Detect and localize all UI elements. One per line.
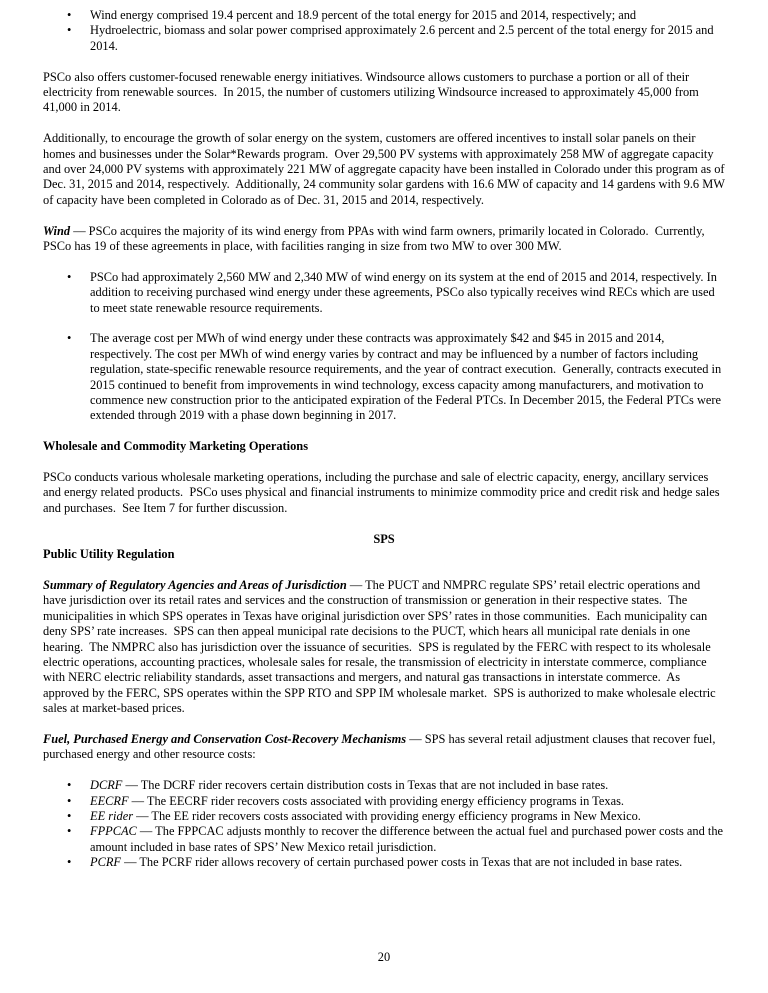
document-body: [43, 8, 728, 871]
section-heading: Wholesale and Commodity Marketing Operations: [43, 439, 309, 454]
bullet-text: DCRF — The DCRF rider recovers certain distribution costs in Texas that are not included in base rates.: [90, 778, 609, 793]
bullet-item: [43, 331, 725, 423]
paragraph: PSCo also offers customer-focused renewable energy initiatives. Windsource allows customers to purchase a portion or all of their electricity from renewable sources. In 2015, the number of customers utilizing Windsource increased to approximately 45,000 from 41,000 in 2014.: [43, 69, 702, 115]
bullet-text: PSCo had approximately 2,560 MW and 2,340 MW of wind energy on its system at the end of 2015 and 2014, respectively. In addition to receiving purchased wind energy under these agreements, PSCo also typically receives wind RECs which are used to meet state renewable resource requirements.: [90, 269, 721, 315]
bullet-item: [43, 23, 725, 54]
bullet-text: The average cost per MWh of wind energy under these contracts was approximately $42 and $45 in 2015 and 2014, respectively. The cost per MWh of wind energy varies by contract and may be influenced by a number of factors including regulation, state-specific renewable resource requirements, and the year of contract execution. Generally, contracts executed in 2015 continued to benefit from improvements in wind technology, excess capacity among manufacturers, and motivation to commence new construction prior to the anticipated expiration of the Federal PTCs. In December 2015, the Federal PTCs were extended through 2019 with a phase down beginning in 2017.: [90, 331, 725, 423]
section-heading: SPS: [373, 531, 395, 546]
bullet-marker-icon: •: [67, 778, 72, 793]
paragraph-lead: Fuel, Purchased Energy and Conservation Cost-Recovery Mechanisms: [43, 731, 407, 746]
bullet-item: [43, 794, 725, 809]
bullet-marker-icon: •: [67, 808, 72, 823]
bullet-marker-icon: •: [67, 8, 72, 22]
bullet-lead: FPPCAC: [90, 824, 137, 839]
bullet-item: [43, 824, 725, 855]
page-number: 20: [377, 949, 391, 964]
bullet-text: EE rider — The EE rider recovers costs associated with providing energy efficiency programs in New Mexico.: [90, 808, 641, 823]
bullet-lead: EECRF: [90, 793, 129, 808]
bullet-item: [43, 8, 725, 23]
bullet-marker-icon: •: [67, 23, 72, 38]
bullet-text: FPPCAC — The FPPCAC adjusts monthly to recover the difference between the actual fuel and purchased power costs and the amount included in base rates of SPS’ New Mexico retail jurisdiction.: [90, 824, 727, 854]
bullet-list: [43, 778, 725, 870]
paragraph: Additionally, to encourage the growth of solar energy on the system, customers are offered incentives to install solar panels on their homes and businesses under the Solar*Rewards program. Over 29,500 PV systems with approximately 258 MW of aggregate capacity and over 24,000 PV systems with approximately 221 MW of aggregate capacity have been installed in Colorado under this program as of Dec. 31, 2015 and 2014, respectively. Additionally, 24 community solar gardens with 16.6 MW of capacity and 14 gardens with 9.6 MW of capacity have been completed in Colorado as of Dec. 31, 2015 and 2014, respectively.: [43, 131, 728, 207]
paragraph: Fuel, Purchased Energy and Conservation Cost-Recovery Mechanisms — SPS has several retail adjustment clauses that recover fuel, purchased energy and other resource costs:: [43, 731, 719, 762]
paragraph: PSCo conducts various wholesale marketing operations, including the purchase and sale of electric capacity, energy, ancillary services and energy related products. PSCo uses physical and financial instruments to minimize commodity price and credit risk and hedge sales and purchases. See Item 7 for further discussion.: [43, 470, 723, 515]
bullet-item: [43, 809, 725, 824]
bullet-lead: EE rider: [90, 808, 134, 823]
bullet-item: [43, 270, 725, 316]
bullet-list: [43, 270, 725, 424]
bullet-marker-icon: •: [67, 793, 72, 808]
bullet-marker-icon: •: [67, 824, 72, 839]
bullet-marker-icon: •: [67, 331, 72, 346]
section-heading: Public Utility Regulation: [43, 547, 175, 562]
bullet-lead: PCRF: [90, 855, 121, 870]
paragraph: Wind — PSCo acquires the majority of its wind energy from PPAs with wind farm owners, primarily located in Colorado. Currently, PSCo has 19 of these agreements in place, with facilities ranging in size from two MW to over 300 MW.: [43, 223, 708, 254]
bullet-lead: DCRF: [90, 778, 123, 793]
paragraph-lead: Wind: [43, 223, 71, 238]
bullet-marker-icon: •: [67, 269, 72, 284]
bullet-text: Hydroelectric, biomass and solar power comprised approximately 2.6 percent and 2.5 percent of the total energy for 2015 and 2014.: [90, 23, 717, 53]
bullet-text: PCRF — The PCRF rider allows recovery of certain purchased power costs in Texas that are not included in base rates.: [90, 855, 683, 870]
paragraph-lead: Summary of Regulatory Agencies and Areas of Jurisdiction: [43, 577, 347, 592]
bullet-item: [43, 778, 725, 793]
bullet-list: [43, 8, 725, 54]
bullet-text: EECRF — The EECRF rider recovers costs associated with providing energy efficiency programs in Texas.: [90, 793, 624, 808]
bullet-text: Wind energy comprised 19.4 percent and 18.9 percent of the total energy for 2015 and 2014, respectively; and: [90, 8, 637, 22]
paragraph: Summary of Regulatory Agencies and Areas of Jurisdiction — The PUCT and NMPRC regulate SPS’ retail electric operations and have jurisdiction over its retail rates and services and the construction of transmission or generation in their respective states. The municipalities in which SPS operates in Texas have original jurisdiction over SPS’ rates in those communities. Each municipality can deny SPS’ rate increases. SPS can then appeal municipal rate decisions to the PUCT, which hears all municipal rate denials in one hearing. The NMPRC also has jurisdiction over the issuance of securities. SPS is regulated by the FERC with respect to its wholesale electric operations, accounting practices, wholesale sales for resale, the transmission of electricity in interstate commerce, compliance with NERC electric reliability standards, asset transactions and mergers, and natural gas transactions in interstate commerce. As approved by the FERC, SPS operates within the SPP RTO and SPP IM wholesale market. SPS is authorized to make wholesale electric sales at market-based prices.: [43, 577, 719, 716]
bullet-item: [43, 855, 725, 870]
bullet-marker-icon: •: [67, 855, 72, 870]
